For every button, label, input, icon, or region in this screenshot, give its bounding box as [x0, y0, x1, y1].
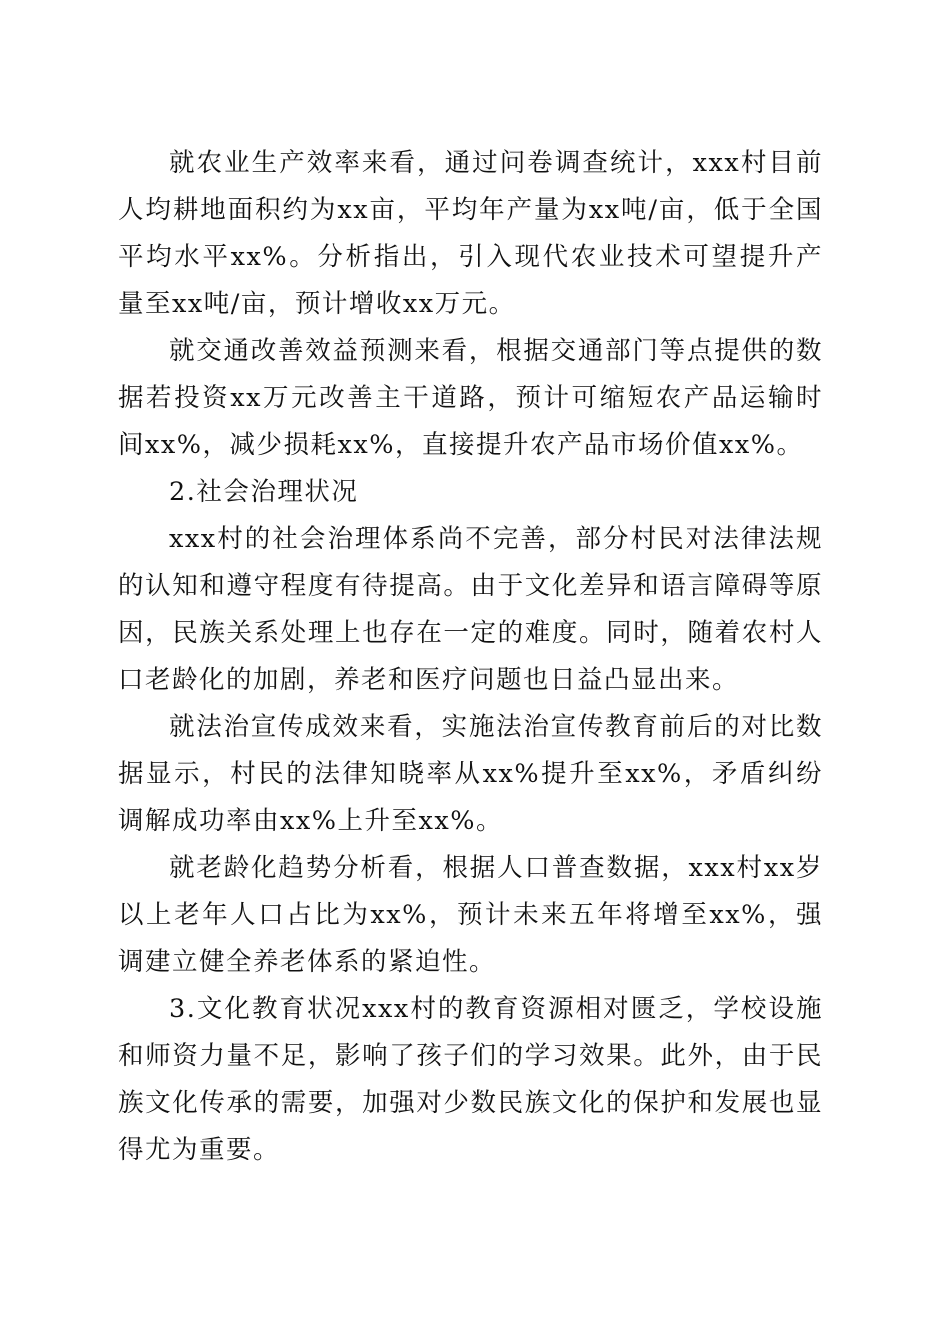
- paragraph-transport-benefit: 就交通改善效益预测来看，根据交通部门等点提供的数据若投资xx万元改善主干道路，预计可缩短农产品运输时间xx%，减少损耗xx%，直接提升农产品市场价值xx%。: [118, 336, 823, 460]
- paragraph-culture-education: 3.文化教育状况xxx村的教育资源相对匮乏，学校设施和师资力量不足，影响了孩子们的学习效果。此外，由于民族文化传承的需要，加强对少数民族文化的保护和发展也显得尤为重要。: [118, 994, 823, 1165]
- paragraph-aging-trend: 就老龄化趋势分析看，根据人口普查数据，xxx村xx岁以上老年人口占比为xx%，预计未来五年将增至xx%，强调建立健全养老体系的紧迫性。: [118, 853, 823, 977]
- paragraph-social-governance: xxx村的社会治理体系尚不完善，部分村民对法律法规的认知和遵守程度有待提高。由于文化差异和语言障碍等原因，民族关系处理上也存在一定的难度。同时，随着农村人口老龄化的加剧，养老和医疗问题也日益凸显出来。: [118, 524, 823, 695]
- paragraph-agriculture-efficiency: 就农业生产效率来看，通过问卷调查统计，xxx村目前人均耕地面积约为xx亩，平均年产量为xx吨/亩，低于全国平均水平xx%。分析指出，引入现代农业技术可望提升产量至xx吨/亩，预计增收xx万元。: [118, 148, 823, 319]
- paragraph-legal-education: 就法治宣传成效来看，实施法治宣传教育前后的对比数据显示，村民的法律知晓率从xx%提升至xx%，矛盾纠纷调解成功率由xx%上升至xx%。: [118, 712, 823, 836]
- document-body: [118, 140, 823, 1174]
- section-heading-social-governance: 2.社会治理状况: [169, 477, 359, 507]
